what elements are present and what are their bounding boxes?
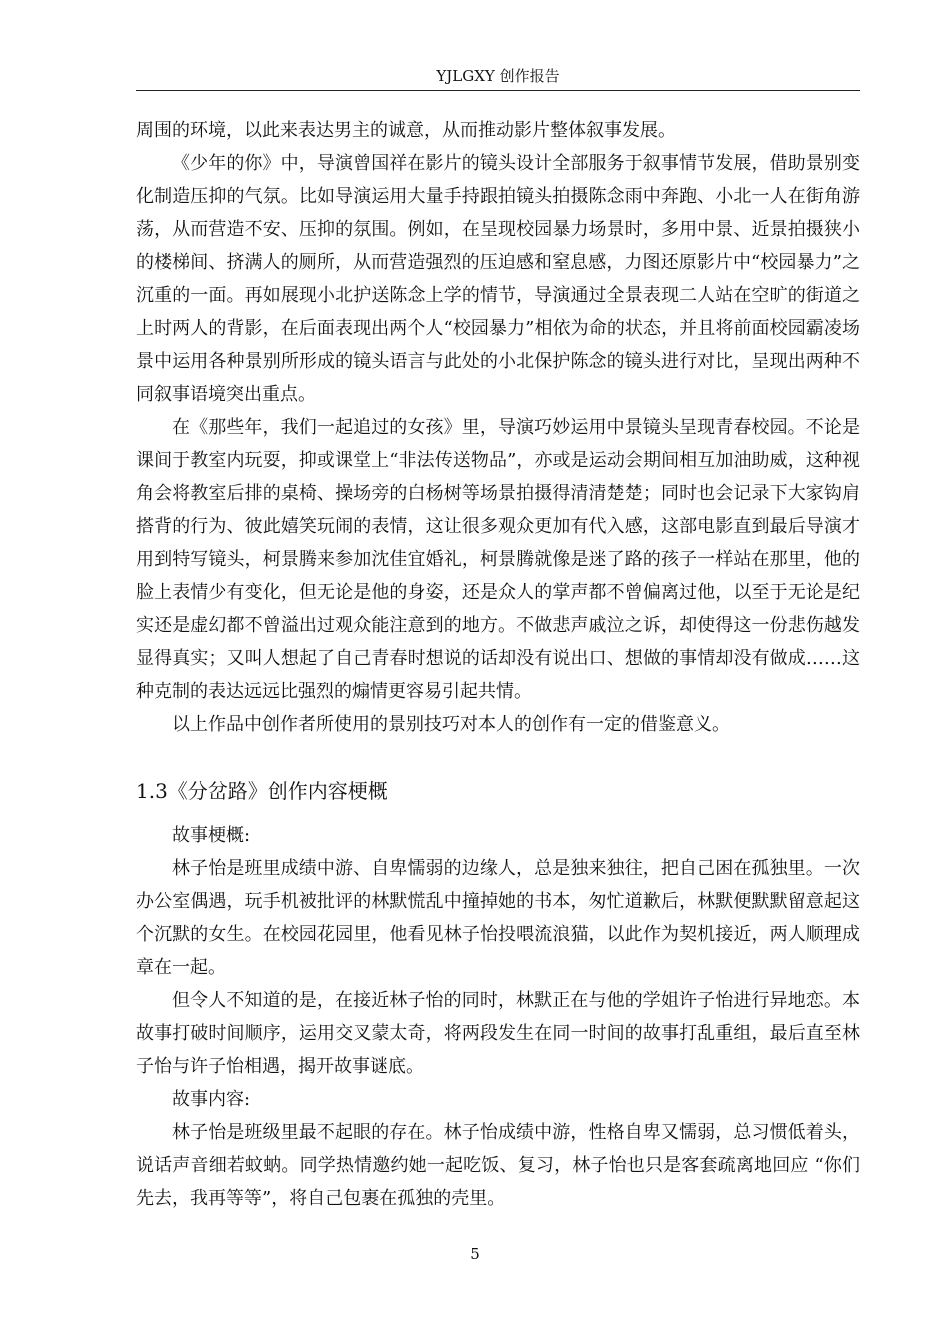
- story-content-label: 故事内容:: [172, 1089, 251, 1110]
- paragraph-youth-film: 《少年的你》中，导演曾国祥在影片的镜头设计全部服务于叙事情节发展，借助景别变化制造压抑的气氛。比如导演运用大量手持跟拍镜头拍摄陈念雨中奔跑、小北一人在街角游荡，从而营造不安、压抑的氛围。例如，在呈现校园暴力场景时，多用中景、近景拍摄狭小的楼梯间、挤满人的厕所，从而营造强烈的压迫感和窒息感，力图还原影片中“校园暴力”之沉重的一面。再如展现小北护送陈念上学的情节，导演通过全景表现二人站在空旷的街道之上时两人的背影，在后面表现出两个人“校园暴力”相依为命的状态，并且将前面校园霸凌场景中运用各种景别所形成的镜头语言与此处的小北保护陈念的镜头进行对比，呈现出两种不同叙事语境突出重点。: [136, 153, 860, 405]
- paragraph-those-years: 在《那些年，我们一起追过的女孩》里，导演巧妙运用中景镜头呈现青春校园。不论是课间于教室内玩耍，抑或课堂上“非法传送物品”，亦或是运动会期间相互加油助威，这种视角会将教室后排的桌椅、操场旁的白杨树等场景拍摄得清清楚楚；同时也会记录下大家钩肩搭背的行为、彼此嬉笑玩闹的表情，这让很多观众更加有代入感，这部电影直到最后导演才用到特写镜头，柯景腾来参加沈佳宜婚礼，柯景腾就像是迷了路的孩子一样站在那里，他的脸上表情少有变化，但无论是他的身姿，还是众人的掌声都不曾偏离过他，以至于无论是纪实还是虚幻都不曾溢出过观众能注意到的地方。不做悲声戚泣之诉，却使得这一份悲伤越发显得真实；又叫人想起了自己青春时想说的话却没有说出口、想做的事情却没有做成……这种克制的表达远远比强烈的煽情更容易引起共情。: [136, 417, 860, 702]
- paragraph-continuation: 周围的环境，以此来表达男主的诚意，从而推动影片整体叙事发展。: [136, 120, 676, 141]
- paragraph-summary: 以上作品中创作者所使用的景别技巧对本人的创作有一定的借鉴意义。: [172, 714, 730, 735]
- document-body: [136, 114, 860, 1215]
- story-outline-paragraph-2: 但令人不知道的是，在接近林子怡的同时，林默正在与他的学姐许子怡进行异地恋。本故事打破时间顺序，运用交叉蒙太奇，将两段发生在同一时间的故事打乱重组，最后直至林子怡与许子怡相遇，揭开故事谜底。: [136, 990, 860, 1077]
- page-header: YJLGXY 创作报告: [436, 67, 560, 85]
- story-outline-label: 故事梗概:: [172, 825, 251, 846]
- header-divider: [136, 90, 860, 91]
- page-number: 5: [470, 1245, 480, 1263]
- story-content-paragraph: 林子怡是班级里最不起眼的存在。林子怡成绩中游，性格自卑又懦弱，总习惯低着头，说话声音细若蚊蚋。同学热情邀约她一起吃饭、复习，林子怡也只是客套疏离地回应 “你们先去，我再等等”，将自己包裹在孤独的壳里。: [136, 1122, 860, 1209]
- story-outline-paragraph-1: 林子怡是班里成绩中游、自卑懦弱的边缘人，总是独来独往，把自己困在孤独里。一次办公室偶遇，玩手机被批评的林默慌乱中撞掉她的书本，匆忙道歉后，林默便默默留意起这个沉默的女生。在校园花园里，他看见林子怡投喂流浪猫，以此作为契机接近，两人顺理成章在一起。: [136, 858, 860, 978]
- section-heading: 1.3《分岔路》创作内容梗概: [136, 779, 388, 803]
